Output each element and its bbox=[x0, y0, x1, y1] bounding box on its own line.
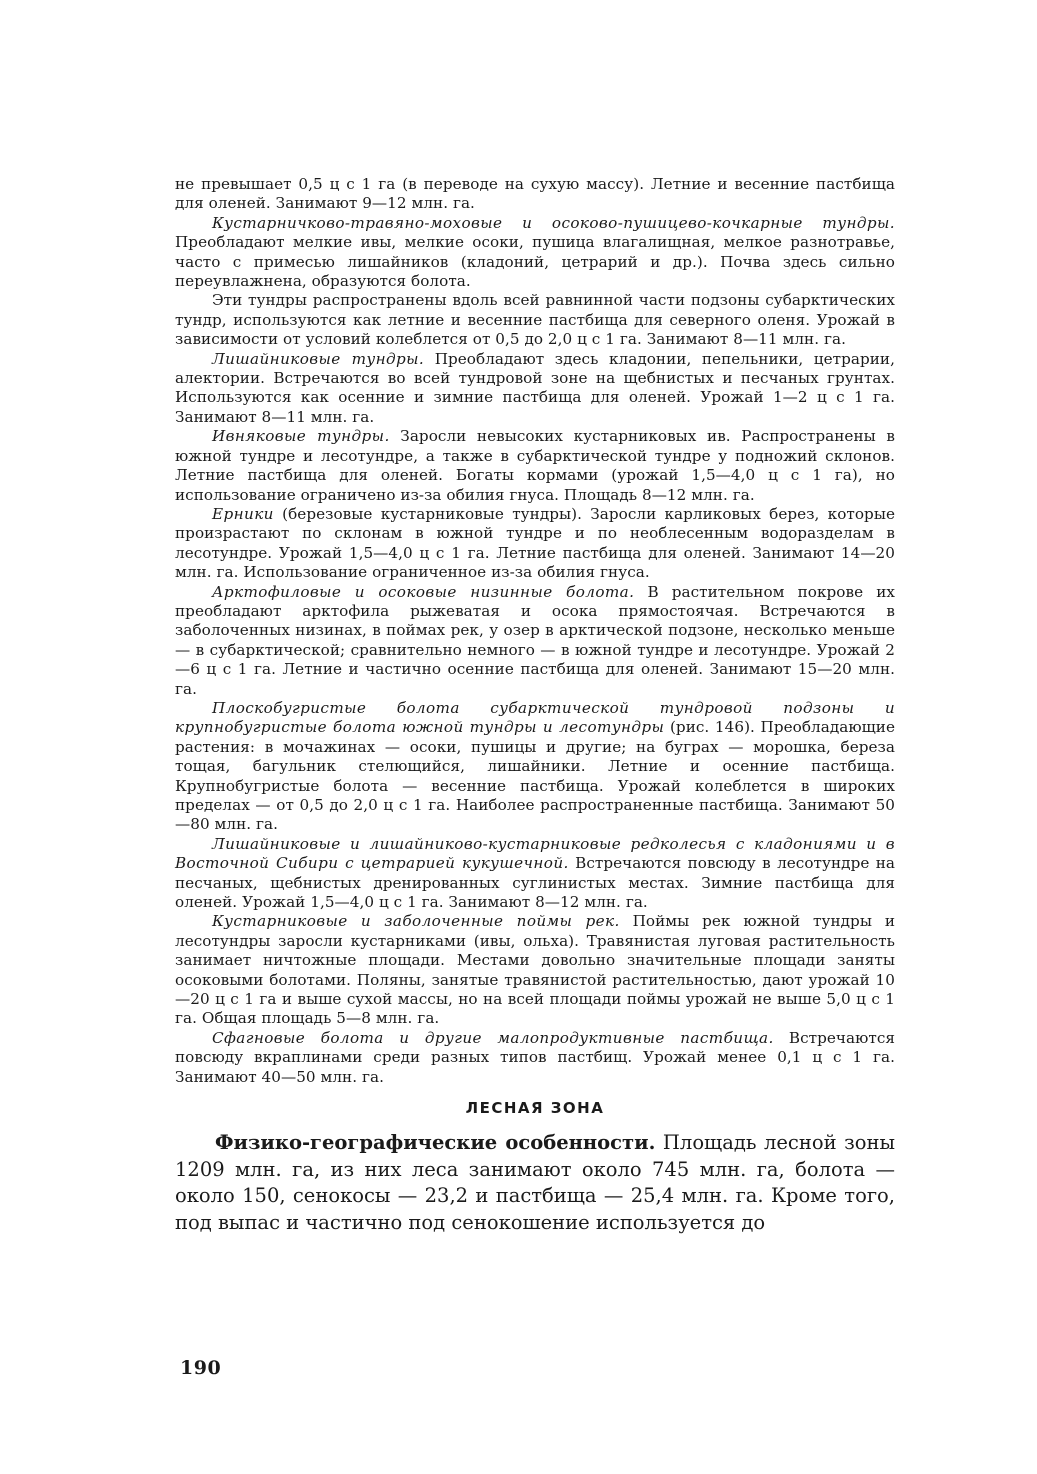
paragraph-lichen-tundra: Лишайниковые тундры. Преобладают здесь кладонии, пепельники, цетрарии, алектории. Встречаются во всей тундровой зоне на щебнистых и песчаных грунтах. Используются как осенние и зимние пастбища для оленей. Урожай 1—2 ц с 1 га. Занимают 8—11 млн. га. bbox=[175, 349, 895, 426]
paragraph-title: Плоскобугристые болота субарктической тундровой подзоны и крупнобугристые болота южной тундры и лесотундры bbox=[175, 698, 895, 737]
page-number: 190 bbox=[180, 1357, 222, 1379]
paragraph-title: Ерники bbox=[212, 504, 274, 523]
paragraph-continuation: не превышает 0,5 ц с 1 га (в переводе на сухую массу). Летние и весенние пастбища для оленей. Занимают 9—12 млн. га. bbox=[175, 175, 895, 213]
paragraph-title: Кустарничково-травяно-моховые и осоково-пушицево-кочкарные тундры. bbox=[212, 213, 895, 232]
paragraph-title: Сфагновые болота и другие малопродуктивные пастбища. bbox=[212, 1028, 774, 1047]
section-lead: Физико-географические особенности. bbox=[215, 1131, 656, 1155]
paragraph-hummocky-bogs: Плоскобугристые болота субарктической тундровой подзоны и крупнобугристые болота южной тундры и лесотундры (рис. 146). Преобладающие растения: в мочажинах — осоки, пушицы и другие; на буграх — морошка, береза тощая, багульник стелющийся, лишайники. Летние и осенние пастбища. Крупнобугристые болота — весенние пастбища. Урожай колеблется в широких пределах — от 0,5 до 2,0 ц с 1 га. Наиболее распространенные пастбища. Занимают 50—80 млн. га. bbox=[175, 698, 895, 834]
paragraph-willow-tundra: Ивняковые тундры. Заросли невысоких кустарниковых ив. Распространены в южной тундре и лесотундре, а также в субарктической тундре у подножий склонов. Летние пастбища для оленей. Богаты кормами (урожай 1,5—4,0 ц с 1 га), но использование ограничено из-за обилия гнуса. Площадь 8—12 млн. га. bbox=[175, 427, 895, 504]
paragraph-lichen-woodlands: Лишайниковые и лишайниково-кустарниковые редколесья с кладониями и в Восточной Сибири с цетрарией кукушечной. Встречаются повсюду в лесотундре на песчаных, щебнистых дренированных суглинистых местах. Зимние пастбища для оленей. Урожай 1,5—4,0 ц с 1 га. Занимают 8—12 млн. га. bbox=[175, 834, 895, 912]
page-body bbox=[175, 175, 895, 1236]
paragraph-title: Лишайниковые тундры. bbox=[212, 349, 425, 368]
paragraph-title: Ивняковые тундры. bbox=[212, 427, 390, 446]
paragraph-dwarf-birch: Ерники (березовые кустарниковые тундры). Заросли карликовых берез, которые произрастают по склонам в южной тундре и по необлесенным водоразделам в лесотундре. Урожай 1,5—4,0 ц с 1 га. Летние пастбища для оленей. Занимают 14—20 млн. га. Использование ограниченное из-за обилия гнуса. bbox=[175, 504, 895, 582]
paragraph-arctophila-bogs: Арктофиловые и осоковые низинные болота. В растительном покрове их преобладают арктофила рыжеватая и осока прямостоячая. Встречаются в заболоченных низинах, в поймах рек, у озер в арктической подзоне, несколько меньше — в субарктической; сравнительно немного — в южной тундре и лесотундре. Урожай 2—6 ц с 1 га. Летние и частично осенние пастбища для оленей. Занимают 15—20 млн. га. bbox=[175, 582, 895, 698]
paragraph-tundra-distribution: Эти тундры распространены вдоль всей равнинной части подзоны субарктических тундр, используются как летние и весенние пастбища для северного оленя. Урожай в зависимости от условий колеблется от 0,5 до 2,0 ц с 1 га. Занимают 8—11 млн. га. bbox=[175, 291, 895, 349]
paragraph-title: Кустарниковые и заболоченные поймы рек. bbox=[212, 912, 620, 931]
section-heading: ЛЕСНАЯ ЗОНА bbox=[465, 1099, 605, 1118]
paragraph-title: Лишайниковые и лишайниково-кустарниковые редколесья с кладониями и в Восточной Сибири с цетрарией кукушечной. bbox=[175, 834, 895, 873]
section-intro-paragraph: Физико-географические особенности. Площадь лесной зоны 1209 млн. га, из них леса занимают около 745 млн. га, болота — около 150, сенокосы — 23,2 и пастбища — 25,4 млн. га. Кроме того, под выпас и частично под сенокошение используется до bbox=[175, 1131, 895, 1234]
paragraph-shrub-grass-moss-tundra: Кустарничково-травяно-моховые и осоково-пушицево-кочкарные тундры. Преобладают мелкие ивы, мелкие осоки, пушица влагалищная, мелкое разнотравье, часто с примесью лишайников (кладоний, цетрарий и др.). Почва здесь сильно переувлажнена, образуются болота. bbox=[175, 213, 895, 291]
paragraph-river-floodplains: Кустарниковые и заболоченные поймы рек. Поймы рек южной тундры и лесотундры заросли кустарниками (ивы, ольха). Травянистая луговая растительность занимает ничтожные площади. Местами довольно значительные площади заняты осоковыми болотами. Поляны, занятые травянистой растительностью, дают урожай 10—20 ц с 1 га и выше сухой массы, но на всей площади поймы урожай не выше 5,0 ц с 1 га. Общая площадь 5—8 млн. га. bbox=[175, 912, 895, 1028]
paragraph-sphagnum-bogs: Сфагновые болота и другие малопродуктивные пастбища. Встречаются повсюду вкраплинами среди разных типов пастбищ. Урожай менее 0,1 ц с 1 га. Занимают 40—50 млн. га. bbox=[175, 1028, 896, 1086]
paragraph-title: Арктофиловые и осоковые низинные болота. bbox=[212, 582, 635, 601]
